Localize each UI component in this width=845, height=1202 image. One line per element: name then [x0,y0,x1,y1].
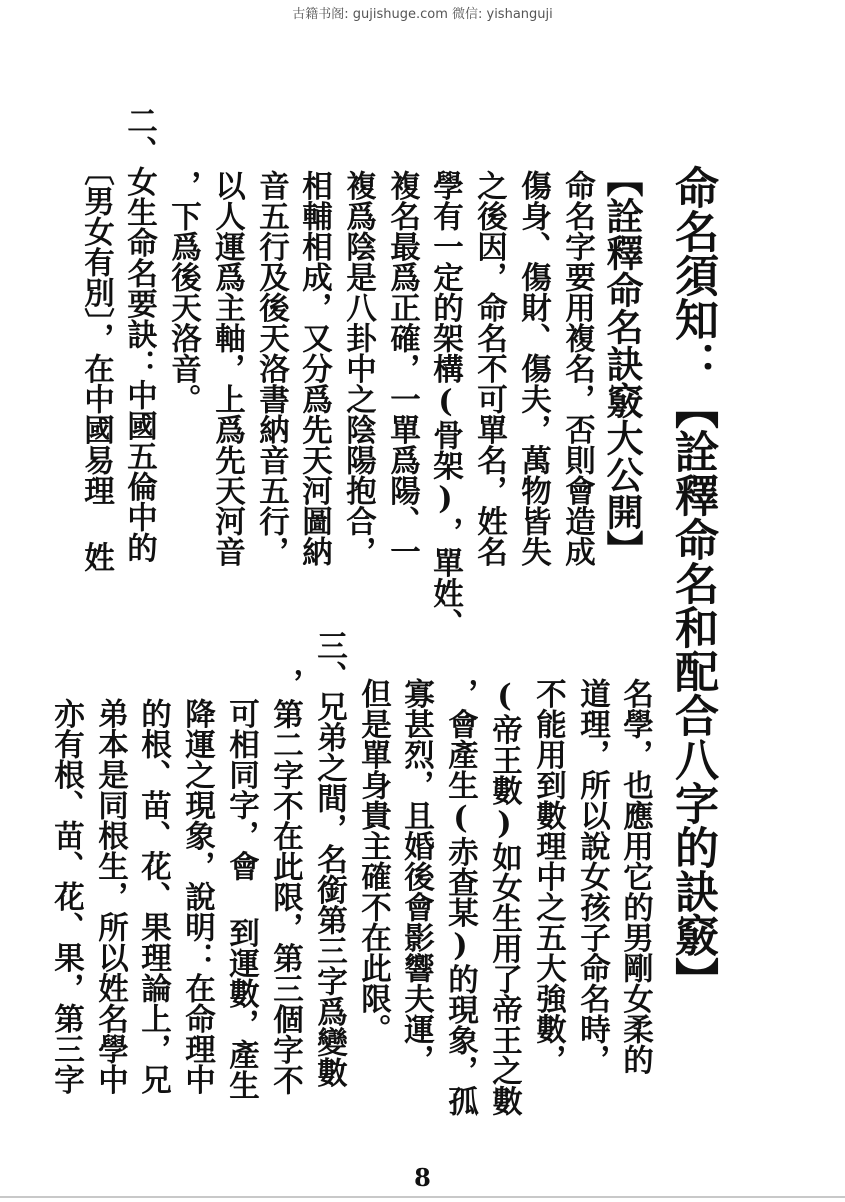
text-column: 傷身、傷財、傷夫，萬物皆失 [515,170,552,567]
text-column: 以人運爲主軸，上爲先天河音 [209,170,246,567]
text-column: 相輔相成，又分爲先天河圖納 [296,170,333,567]
text-column: 〔男女有別〕，在中國易理 姓 [78,155,115,573]
section-subtitle: 【詮釋命名訣竅大公開】 [600,160,643,567]
text-column: 道理，所以說女孩子命名時， [574,678,611,1075]
text-column: 名學，也應用它的男剛女柔的 [617,678,654,1075]
page-number: 8 [414,1163,431,1192]
text-column: 弟本是同根生，所以姓名學中 [92,698,129,1095]
text-column: 不能用到數理中之五大強數， [530,678,567,1075]
text-column: 可相同字，會 到運數，產生 [223,698,260,1100]
text-column: 學有一定的架構(骨架)，單姓、 [427,170,464,639]
text-column: 之後因，命名不可單名，姓名 [471,170,508,567]
text-column: 寡甚烈，且婚後會影響夫運， [398,678,435,1075]
page-title: 命名須知：【詮釋命名和配合八字的訣竅】 [667,165,718,1001]
text-column: ，會產生(赤查某)的現象，孤 [442,678,479,1116]
watermark: 古籍书阁: gujishuge.com 微信: yishanguji [292,7,553,22]
text-column: 音五行及後天洛書納音五行， [253,170,290,567]
text-column: 亦有根、苗、花、果，第三字 [48,698,85,1095]
text-column: ，下爲後天洛音。 [165,170,202,414]
text-column: ，第二字不在此限，第三個字不 [267,668,304,1095]
text-column: 降運之現象，說明：在命理中 [179,698,216,1095]
text-column: 命名字要用複名，否則會造成 [559,170,596,567]
text-column: 的根、苗、花、果理論上，兄 [135,698,172,1095]
text-column: (帝王數)如女生用了帝王之數 [486,678,523,1116]
text-column: 但是單身貴主確不在此限。 [355,678,392,1044]
section-heading: 二、女生命名要訣：中國五倫中的 [121,105,158,563]
bottom-divider [0,1196,845,1198]
text-column: 複名最爲正確，一單爲陽、一 [384,170,421,567]
text-column: 複爲陰是八卦中之陰陽抱合， [340,170,377,567]
section-heading: 三、兄弟之間，名銜第三字爲變數 [311,630,348,1088]
